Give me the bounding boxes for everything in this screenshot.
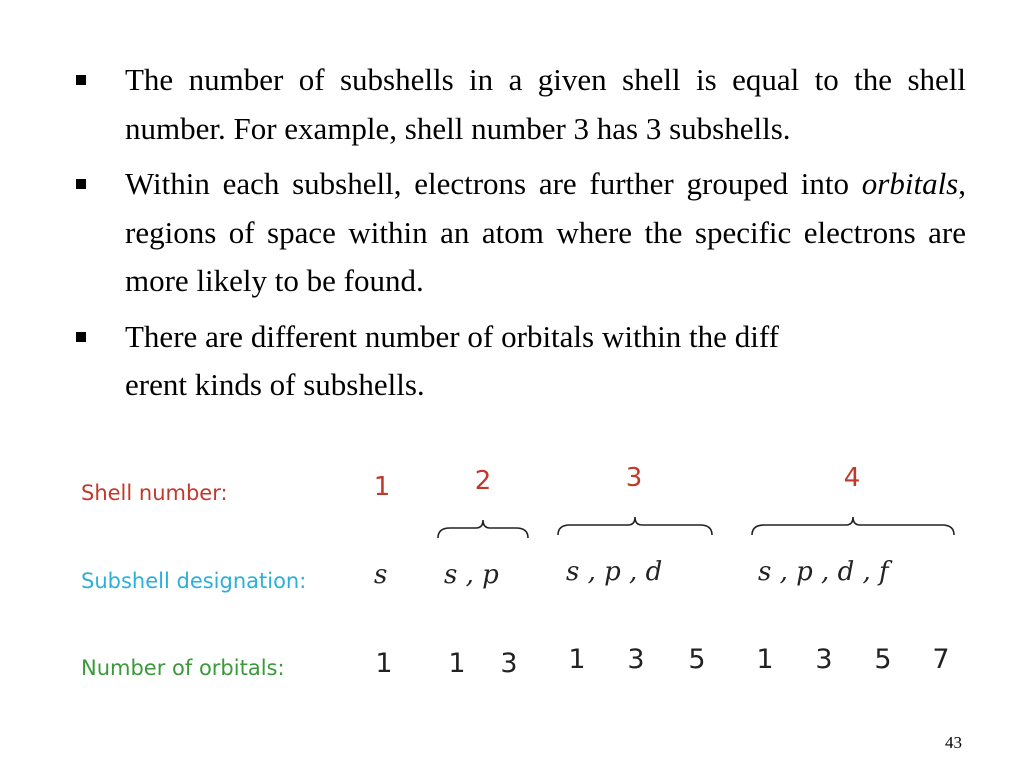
- shell-2-brace: [436, 518, 530, 540]
- bullet-text-part: There are different number of orbitals within the diff: [125, 318, 779, 354]
- subshell-designation: s: [374, 560, 388, 590]
- page-number: 43: [945, 733, 962, 752]
- square-bullet-icon: [76, 332, 86, 342]
- bullet-text: The number of subshells in a given shell is equal to the shell number. For example, shell number 3 has 3 subshells.: [125, 62, 966, 146]
- bullet-text-part: , regions of space within an atom where the specific electrons are more likely to be found.: [125, 166, 966, 298]
- orbital-count: 3: [815, 644, 833, 675]
- shell-number: 4: [843, 463, 861, 493]
- shell-3-brace: [556, 515, 714, 537]
- orbital-count: 5: [688, 644, 706, 675]
- shell-number: 1: [373, 472, 391, 502]
- square-bullet-icon: [76, 75, 86, 85]
- bullet-text-part: erent kinds of subshells.: [125, 367, 425, 402]
- orbitals-term: orbitals: [861, 166, 959, 201]
- orbital-count: 1: [756, 644, 774, 675]
- orbital-count: 1: [375, 648, 393, 679]
- bullet-item: [68, 56, 966, 153]
- bullet-item: [68, 160, 966, 306]
- subshell-designation: s , p , d , f: [758, 557, 889, 587]
- orbital-count: 3: [500, 648, 518, 679]
- orbitals-count-label: Number of orbitals:: [81, 656, 285, 680]
- bullet-list: [68, 56, 966, 417]
- square-bullet-icon: [76, 179, 86, 189]
- bullet-text: [125, 160, 966, 306]
- bullet-item: [68, 313, 966, 410]
- bullet-text-part: Within each subshell, electrons are further grouped into: [125, 166, 862, 201]
- shell-4-brace: [750, 515, 956, 537]
- shell-number: 3: [625, 463, 643, 493]
- orbital-count: 7: [932, 644, 950, 675]
- shell-number-label: Shell number:: [81, 481, 228, 505]
- orbital-count: 1: [448, 648, 466, 679]
- subshell-designation: s , p , d: [566, 557, 663, 587]
- bullet-text: [125, 313, 966, 410]
- subshell-designation-label: Subshell designation:: [81, 569, 307, 593]
- subshell-designation: s , p: [444, 560, 499, 590]
- orbital-count: 1: [568, 644, 586, 675]
- orbital-count: 3: [627, 644, 645, 675]
- shell-number: 2: [474, 466, 492, 496]
- orbital-count: 5: [874, 644, 892, 675]
